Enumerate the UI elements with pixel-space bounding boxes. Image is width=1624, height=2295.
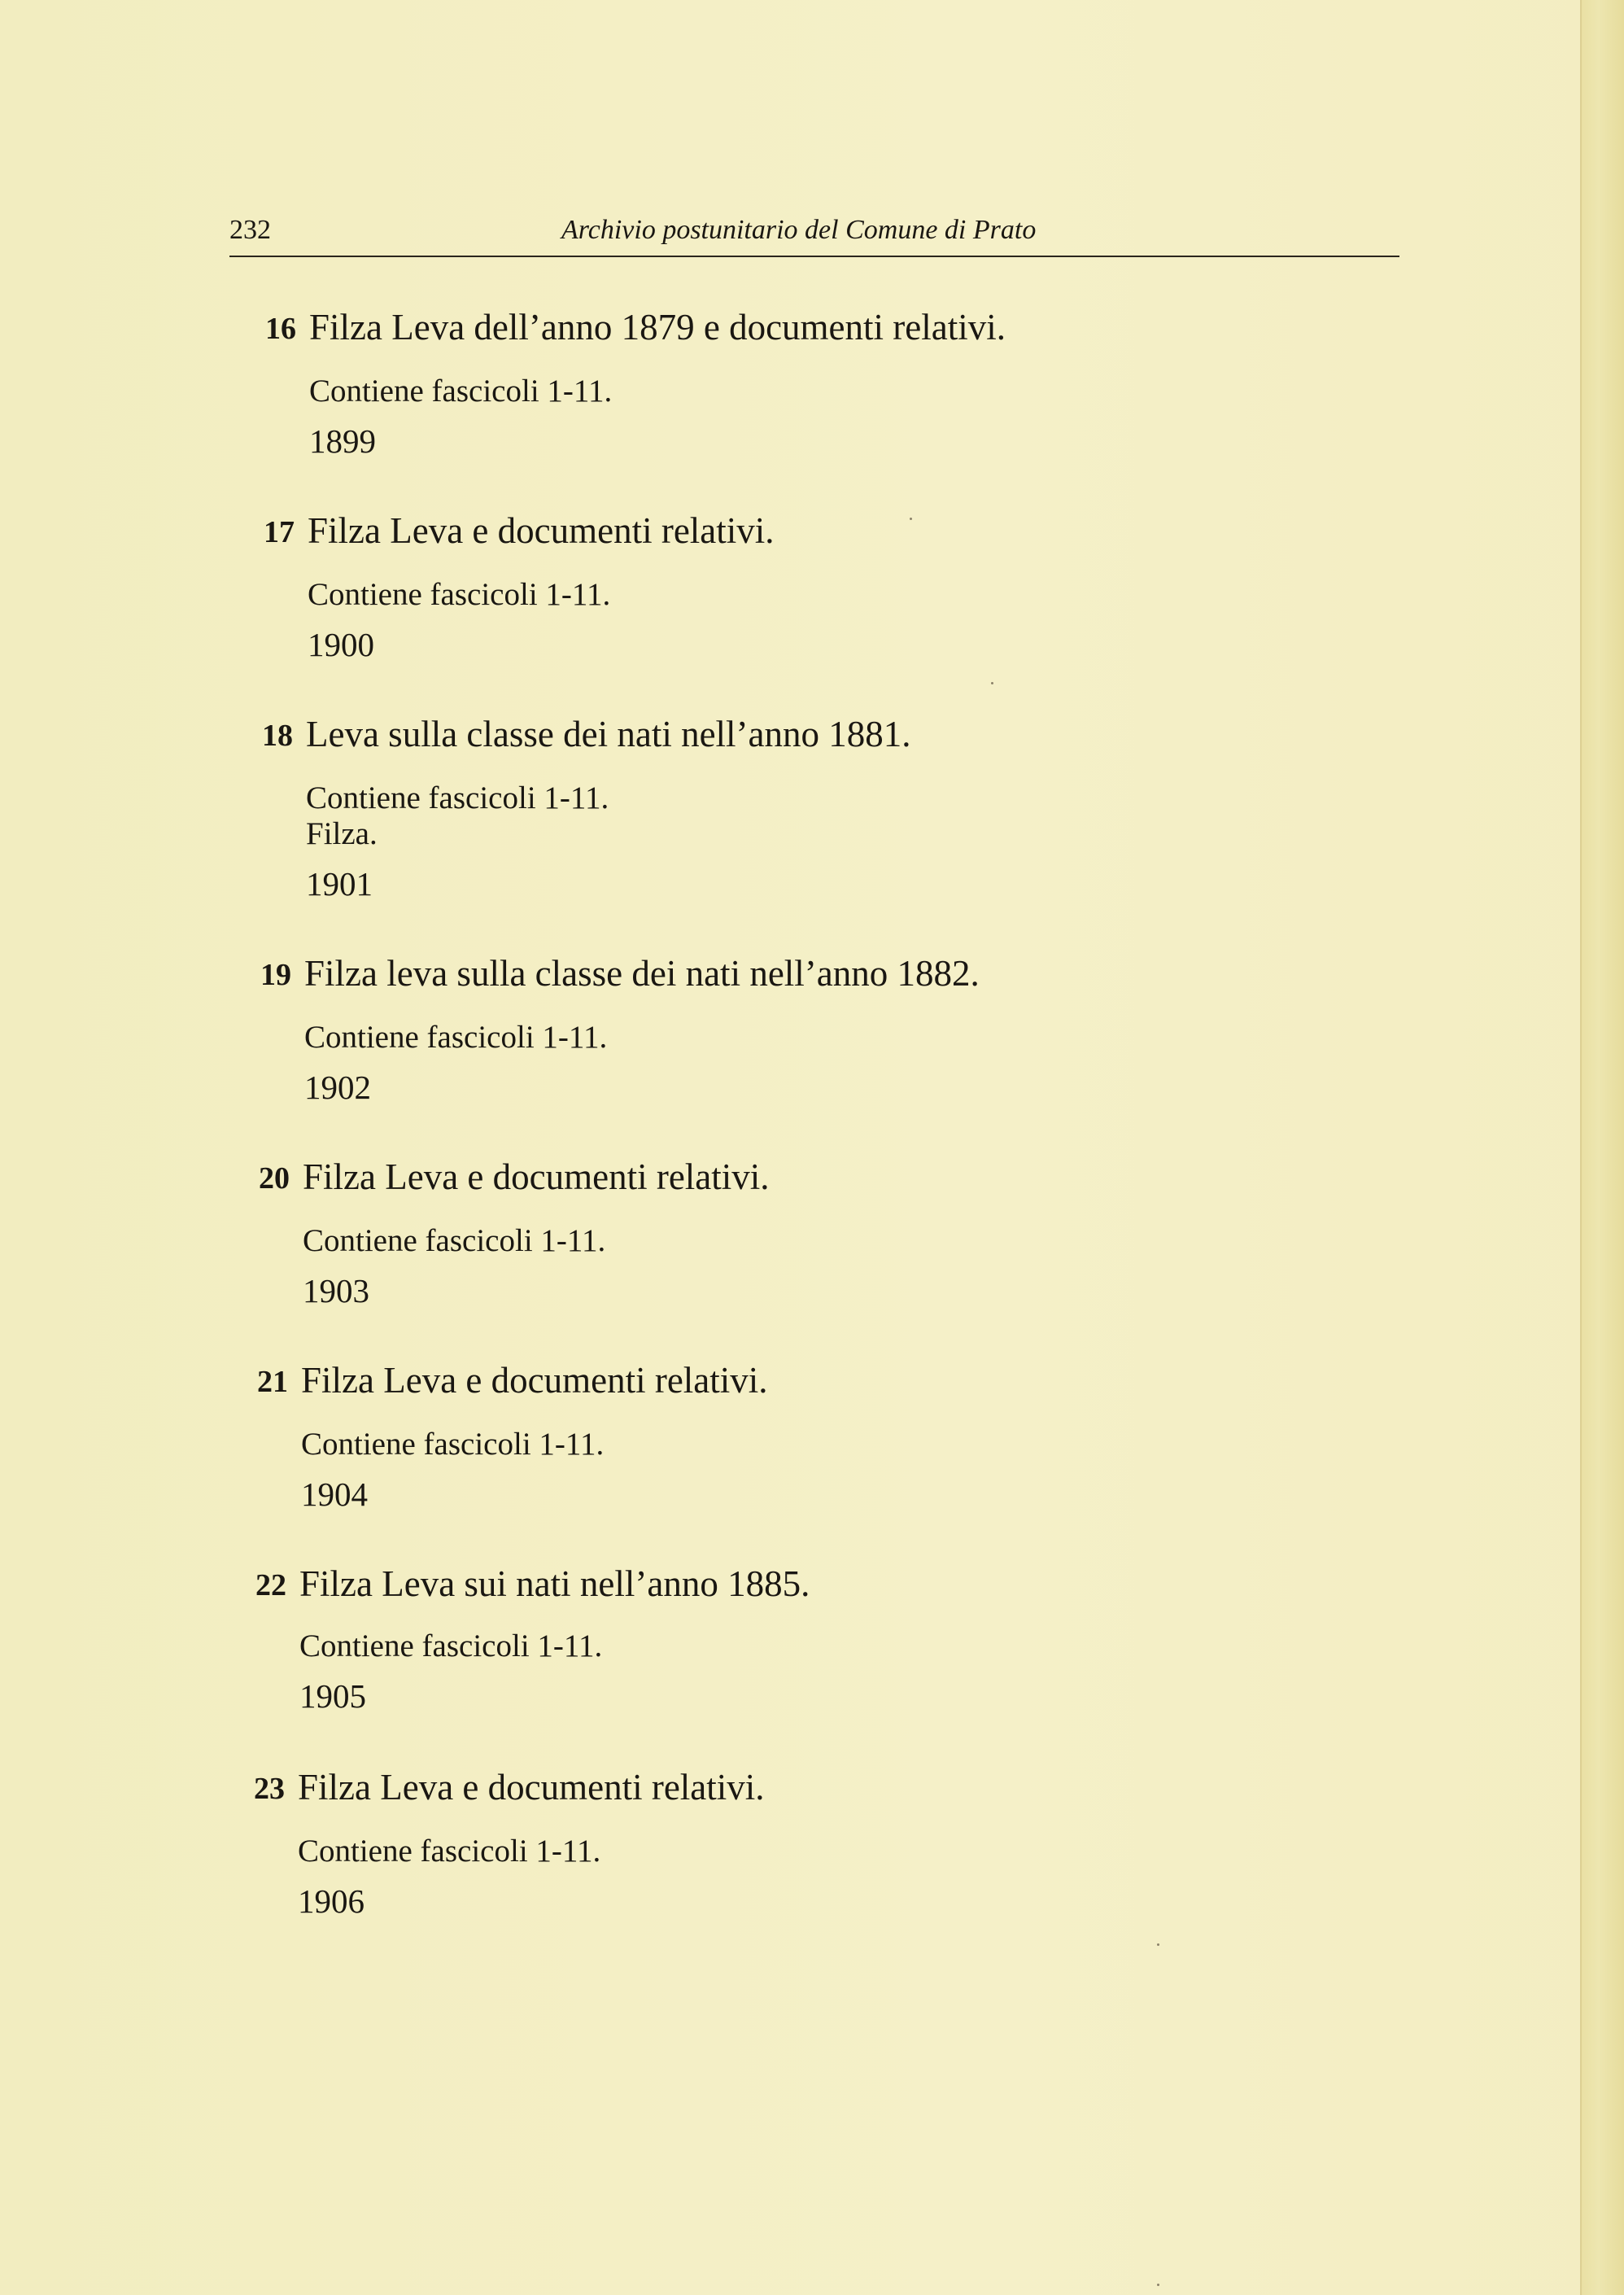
entry-contents: Contiene fascicoli 1-11. [308, 577, 611, 612]
entry-title: Filza leva sulla classe dei nati nell’anno 1882. [304, 953, 980, 994]
entry-number: 22 [255, 1568, 286, 1602]
entry-contents: Contiene fascicoli 1-11. [309, 374, 613, 409]
entry-contents: Contiene fascicoli 1-11. [301, 1427, 605, 1462]
entry-contents: Contiene fascicoli 1-11. [298, 1834, 601, 1869]
entry-number: 16 [265, 312, 296, 346]
entry-number: 20 [259, 1161, 290, 1196]
entry-number: 19 [260, 958, 291, 992]
entry-date: 1900 [308, 626, 374, 663]
entry-date: 1905 [299, 1677, 366, 1715]
entry-date: 1899 [309, 422, 376, 460]
entry-title: Filza Leva e documenti relativi. [301, 1360, 768, 1401]
entry-date: 1901 [306, 865, 373, 903]
entry-contents: Contiene fascicoli 1-11. [299, 1628, 603, 1663]
page-number: 232 [229, 215, 271, 245]
entry-number: 17 [264, 515, 295, 549]
paper-speck [1157, 2284, 1159, 2286]
entry-number: 23 [254, 1772, 285, 1806]
entry-contents: Contiene fascicoli 1-11. [304, 1020, 608, 1055]
paper-speck [910, 518, 912, 520]
entry-number: 18 [262, 719, 293, 753]
entry-title: Filza Leva sui nati nell’anno 1885. [299, 1563, 810, 1604]
entry-contents: Contiene fascicoli 1-11. [303, 1223, 606, 1258]
entry-contents: Contiene fascicoli 1-11. [306, 780, 609, 815]
paper-speck [991, 682, 993, 684]
entry-title: Leva sulla classe dei nati nell’anno 1881. [306, 714, 911, 754]
entry-title: Filza Leva dell’anno 1879 e documenti relativi. [309, 307, 1006, 348]
entry-date: 1906 [298, 1882, 365, 1920]
running-title: Archivio postunitario del Comune di Prato [561, 215, 1037, 245]
entry-date: 1904 [301, 1475, 368, 1513]
entry-title: Filza Leva e documenti relativi. [298, 1767, 765, 1808]
entry-note: Filza. [306, 816, 378, 851]
paper-speck [1157, 1943, 1159, 1946]
entry-number: 21 [257, 1365, 288, 1399]
entry-title: Filza Leva e documenti relativi. [308, 510, 775, 551]
entry-date: 1902 [304, 1069, 371, 1106]
entry-title: Filza Leva e documenti relativi. [303, 1156, 770, 1197]
entry-date: 1903 [303, 1272, 369, 1309]
